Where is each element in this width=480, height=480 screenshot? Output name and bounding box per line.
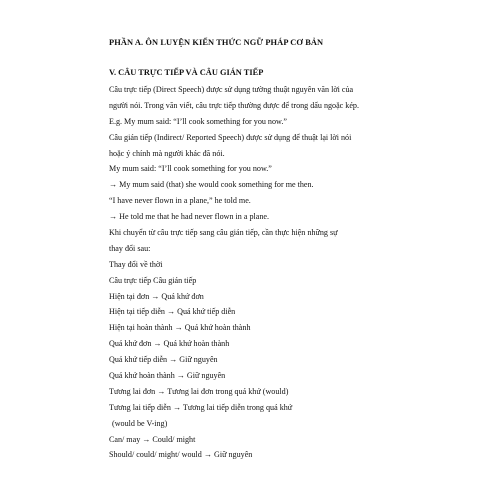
text-line: Quá khứ đơn → Quá khứ hoàn thành — [109, 339, 230, 349]
text-line: Câu trực tiếp Câu gián tiếp — [109, 275, 197, 285]
text-line: My mum said: “I’ll cook something for you now.” — [109, 164, 272, 174]
text-line: Thay đổi về thời — [109, 259, 163, 269]
text-line: Câu trực tiếp (Direct Speech) được sử dụng tường thuật nguyên văn lời của — [109, 85, 354, 94]
text-line: E.g. My mum said: “I’ll cook something for you now.” — [109, 116, 287, 126]
part-header: PHẦN A. ÔN LUYỆN KIẾN THỨC NGỮ PHÁP CƠ BẢN — [109, 38, 324, 47]
text-line: Khi chuyển từ câu trực tiếp sang câu gián tiếp, cần thực hiện những sự — [109, 228, 338, 238]
text-line: Should/ could/ might/ would → Giữ nguyên — [109, 450, 253, 460]
text-line: Quá khứ tiếp diễn → Giữ nguyên — [109, 355, 218, 365]
text-line: Hiện tại đơn → Quá khứ đơn — [109, 291, 204, 301]
text-line: → My mum said (that) she would cook something for me then. — [109, 180, 314, 190]
text-line: Câu gián tiếp (Indirect/ Reported Speech) được sử dụng để thuật lại lời nói — [109, 132, 352, 142]
body-text — [109, 82, 449, 463]
text-line: Tương lai đơn → Tương lai đơn trong quá khứ (would) — [109, 386, 289, 396]
text-line: Hiện tại hoàn thành → Quá khứ hoàn thành — [109, 323, 251, 333]
text-line: Quá khứ hoàn thành → Giữ nguyên — [109, 371, 226, 381]
text-line: (would be V-ing) — [112, 418, 168, 428]
text-line: thay đổi sau: — [109, 243, 151, 253]
text-line: Tương lai tiếp diễn → Tương lai tiếp diễn trong quá khứ — [109, 402, 293, 412]
text-line: “I have never flown in a plane,” he told me. — [109, 196, 251, 206]
text-line: Can/ may → Could/ might — [109, 434, 196, 444]
text-line: → He told me that he had never flown in a plane. — [109, 212, 270, 222]
text-line: người nói. Trong văn viết, câu trực tiếp thường được để trong dấu ngoặc kép. — [109, 100, 359, 110]
text-line: hoặc ý chính mà người khác đã nói. — [109, 148, 225, 158]
section-title: V. CÂU TRỰC TIẾP VÀ CÂU GIÁN TIẾP — [109, 68, 264, 77]
text-line: Hiện tại tiếp diễn → Quá khứ tiếp diễn — [109, 307, 236, 317]
